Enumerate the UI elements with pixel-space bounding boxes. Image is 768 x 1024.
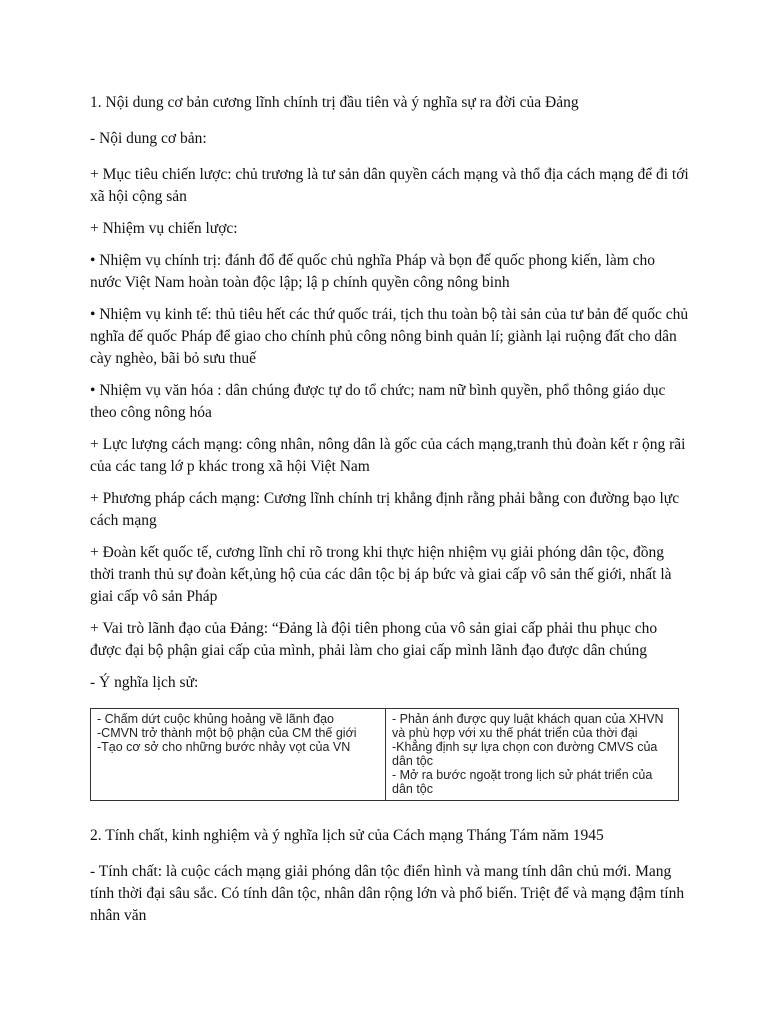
section-2-title: 2. Tính chất, kinh nghiệm và ý nghĩa lịch sử của Cách mạng Tháng Tám năm 1945 [90,827,604,844]
meaning-left-item: -Tạo cơ sở cho những bước nhảy vọt của VN [97,740,351,754]
strategic-tasks-heading: + Nhiệm vụ chiến lược: [90,220,238,237]
historical-meaning-heading: - Ý nghĩa lịch sử: [90,674,199,691]
section-1-title: 1. Nội dung cơ bản cương lĩnh chính trị đầu tiên và ý nghĩa sự ra đời của Đảng [90,94,579,111]
meaning-left-cell [91,709,386,801]
revolutionary-method-paragraph: + Phương pháp cách mạng: Cương lĩnh chính trị khẳng định rằng phải bằng con đường bạo lực cách mạng [90,490,680,529]
historical-meaning-table [90,708,679,801]
document-page [90,92,690,937]
revolution-nature-paragraph: - Tính chất: là cuộc cách mạng giải phóng dân tộc điển hình và mang tính dân chủ mới. Mang tính thời đại sâu sắc. Có tính dân tộc, nhân dân rộng lớn và phổ biến. Triệt để và mạng đậm tính nhân văn [90,863,685,924]
strategic-goal-paragraph: + Mục tiêu chiến lược: chủ trương là tư sản dân quyền cách mạng và thổ địa cách mạng để đi tới xã hội cộng sản [90,166,689,205]
party-leadership-paragraph: + Vai trò lãnh đạo của Đảng: “Đảng là đội tiên phong của vô sản giai cấp phải thu phục cho được đại bộ phận giai cấp của mình, phải làm cho giai cấp mình lãnh đạo được dân chúng [90,620,658,659]
meaning-right-item: - Mở ra bước ngoặt trong lịch sử phát triển của dân tộc [392,768,653,796]
meaning-right-item: -Khẳng định sự lựa chọn con đường CMVS của dân tộc [392,740,658,768]
revolutionary-forces-paragraph: + Lực lượng cách mạng: công nhân, nông dân là gốc của cách mạng,tranh thủ đoàn kết r ộng rãi của các tang lớ p khác trong xã hội Việt Nam [90,436,686,475]
economic-task-paragraph: • Nhiệm vụ kinh tế: thủ tiêu hết các thứ quốc trái, tịch thu toàn bộ tài sản của tư bản đế quốc chủ nghĩa đế quốc Pháp để giao cho chính phủ công nông binh quản lí; giành lại ruộng đất cho dân cày nghèo, bãi bỏ sưu thuế [90,306,689,367]
meaning-left-item: - Chấm dứt cuộc khủng hoảng về lãnh đạo [97,712,334,726]
meaning-right-item: - Phản ánh được quy luật khách quan của XHVN và phù hợp với xu thế phát triển của thời đại [392,712,664,740]
table-row [91,709,679,801]
meaning-right-cell [386,709,679,801]
international-solidarity-paragraph: + Đoàn kết quốc tế, cương lĩnh chỉ rõ trong khi thực hiện nhiệm vụ giải phóng dân tộc, đồng thời tranh thủ sự đoàn kết,ủng hộ của các dân tộc bị áp bức và giai cấp vô sản thế giới, nhất là giai cấp vô sản Pháp [90,544,672,605]
historical-meaning-table-wrapper [90,708,690,801]
meaning-left-item: -CMVN trở thành một bộ phận của CM thế giới [97,726,357,740]
basic-content-heading: - Nội dung cơ bản: [90,130,207,147]
cultural-task-paragraph: • Nhiệm vụ văn hóa : dân chúng được tự do tổ chức; nam nữ bình quyền, phổ thông giáo dục theo công nông hóa [90,382,666,421]
political-task-paragraph: • Nhiệm vụ chính trị: đánh đổ đế quốc chủ nghĩa Pháp và bọn đế quốc phong kiến, làm cho nước Việt Nam hoàn toàn độc lập; lậ p chính quyền công nông binh [90,252,656,291]
